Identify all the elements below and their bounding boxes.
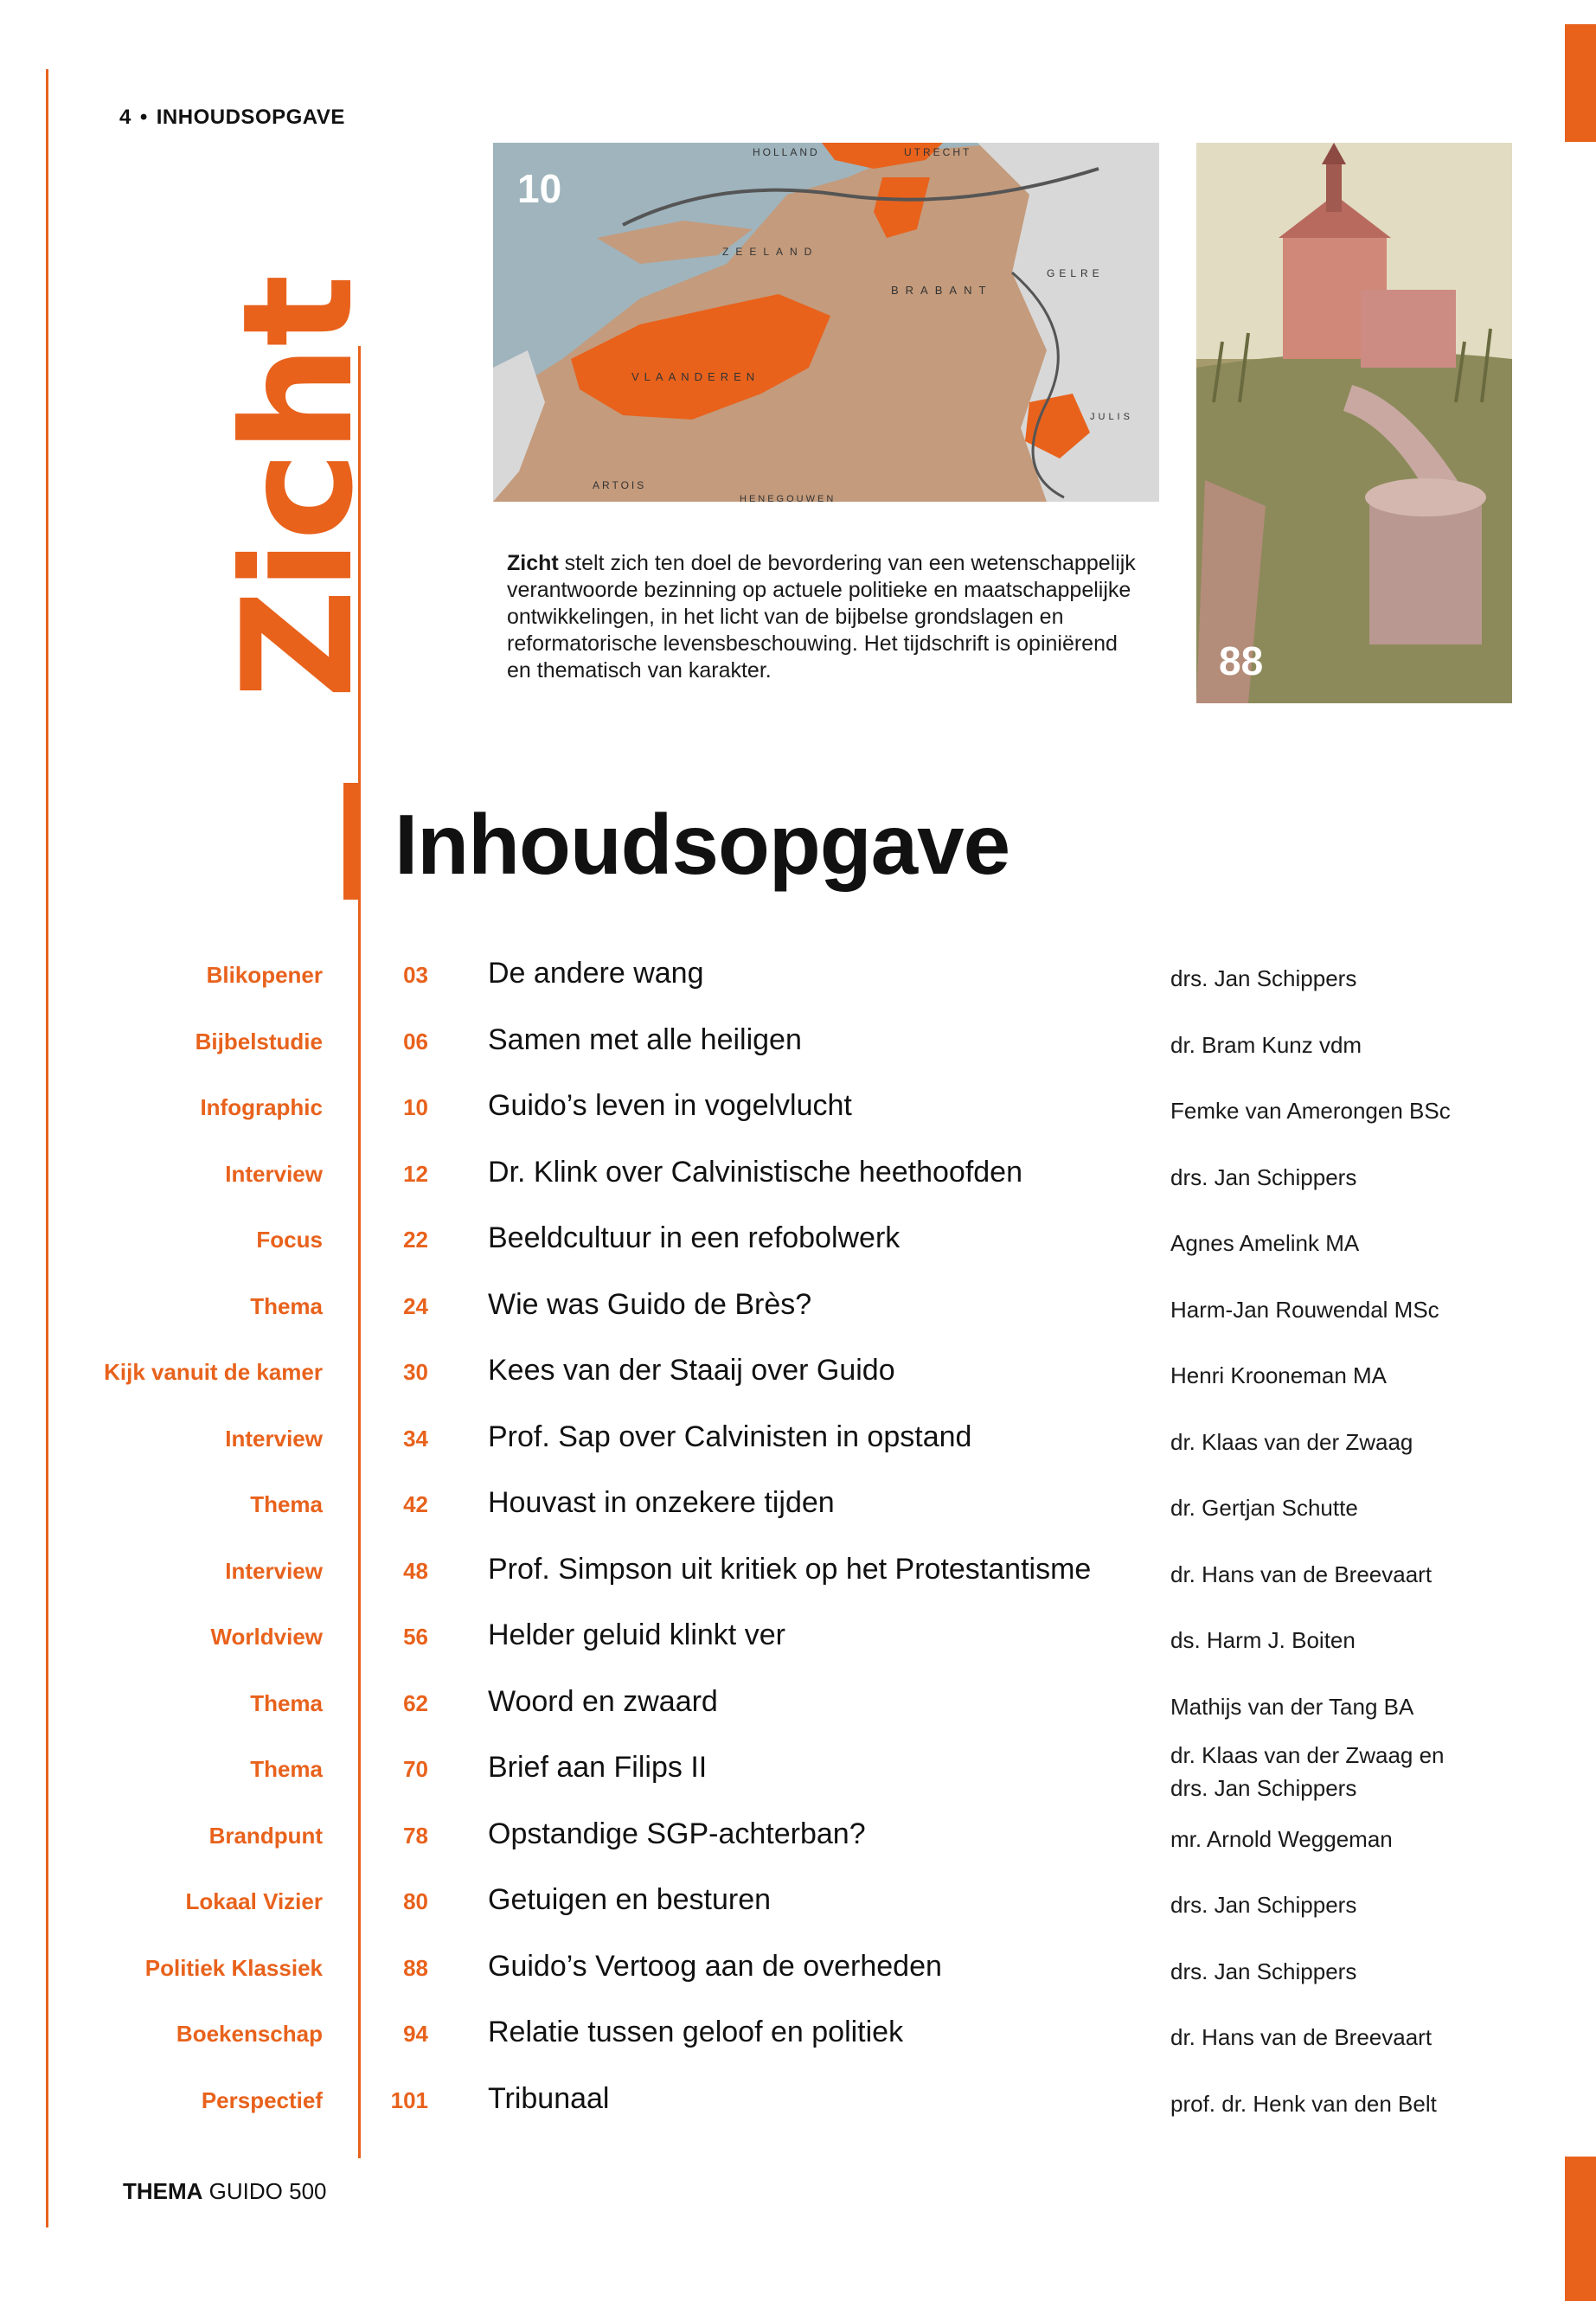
toc-article-title: Samen met alle heiligen [488, 1022, 802, 1056]
running-header [119, 106, 345, 130]
toc-row[interactable] [0, 2003, 1596, 2069]
intro-text: stelt zich ten doel de bevordering van een wetenschappelijk verantwoorde bezinning op actuele politieke en maatschappelijke ontwikkelingen, in het licht van de bijbelse grondslagen en reformatorische levensbeschouwing. Het tijdschrift is opiniërend en thematisch van karakter. [507, 551, 1136, 683]
toc-article-title: Kees van der Staaij over Guido [488, 1354, 895, 1387]
toc-page-number: 06 [403, 1028, 428, 1054]
toc-category: Thema [250, 1292, 323, 1319]
map-label-brabant: BRABANT [891, 284, 993, 297]
title-accent-bar [343, 783, 359, 900]
toc-page-number: 10 [403, 1094, 428, 1120]
toc-category: Boekenschap [176, 2021, 323, 2047]
toc-page-number: 03 [403, 962, 428, 988]
toc-row[interactable] [0, 1077, 1596, 1143]
toc-row[interactable] [0, 1342, 1596, 1407]
toc-article-title: Prof. Simpson uit kritiek op het Protestantisme [488, 1552, 1092, 1586]
toc-category: Thema [250, 1491, 323, 1517]
toc-author: prof. dr. Henk van den Belt [1170, 2090, 1437, 2117]
toc-row[interactable] [0, 1938, 1596, 2003]
toc-category: Thema [250, 1689, 323, 1716]
toc-row[interactable] [0, 1606, 1596, 1672]
map-image [493, 143, 1159, 502]
toc-author: ds. Harm J. Boiten [1170, 1627, 1356, 1653]
toc-article-title: Helder geluid klinkt ver [488, 1618, 785, 1651]
map-label-utrecht: UTRECHT [904, 146, 972, 158]
toc-page-number: 78 [403, 1822, 428, 1849]
toc-page-number: 70 [403, 1756, 428, 1782]
castle-illustration [1196, 143, 1512, 703]
toc-category: Lokaal Vizier [185, 1888, 323, 1914]
toc-author: mr. Arnold Weggeman [1170, 1825, 1393, 1852]
toc-row[interactable] [0, 1474, 1596, 1540]
toc-row[interactable] [0, 1011, 1596, 1077]
map-label-henegouwen: HENEGOUWEN [740, 494, 836, 502]
page-title: Inhoudsopgave [394, 797, 1010, 892]
toc-author: Mathijs van der Tang BA [1170, 1693, 1414, 1720]
edge-tab-top [1565, 24, 1596, 142]
toc-author: dr. Hans van de Breevaart [1170, 2024, 1433, 2050]
map-label-zeeland: ZEELAND [722, 246, 819, 258]
toc-author: drs. Jan Schippers [1170, 1163, 1357, 1190]
toc-row[interactable] [0, 1408, 1596, 1474]
toc-article-title: Wie was Guido de Brès? [488, 1287, 812, 1321]
toc-row[interactable] [0, 1541, 1596, 1606]
toc-row[interactable] [0, 1805, 1596, 1871]
toc-row[interactable] [0, 1276, 1596, 1342]
toc-article-title: Guido’s Vertoog aan de overheden [488, 1949, 942, 1983]
toc-page-number: 42 [403, 1491, 428, 1517]
toc-page-number: 22 [403, 1227, 428, 1253]
footer-bold: THEMA [123, 2178, 203, 2204]
map-label-artois: ARTOIS [593, 479, 647, 491]
header-bullet: • [139, 106, 148, 129]
toc-category: Kijk vanuit de kamer [104, 1359, 323, 1385]
map-label-gelre: GELRE [1047, 267, 1104, 279]
toc-row[interactable] [0, 1209, 1596, 1275]
toc-page-number: 30 [403, 1359, 428, 1385]
toc-article-title: Prof. Sap over Calvinisten in opstand [488, 1420, 972, 1453]
toc-article-title: Woord en zwaard [488, 1684, 718, 1718]
toc-row[interactable] [0, 1739, 1596, 1804]
toc-article-title: Houvast in onzekere tijden [488, 1486, 835, 1519]
intro-lead: Zicht [507, 551, 559, 575]
toc-article-title: Getuigen en besturen [488, 1883, 772, 1916]
toc-author: drs. Jan Schippers [1170, 1892, 1357, 1918]
toc-category: Interview [225, 1425, 323, 1452]
map-label-holland: HOLLAND [753, 146, 820, 158]
toc-row[interactable] [0, 945, 1596, 1010]
toc-author: Harm-Jan Rouwendal MSc [1170, 1296, 1439, 1323]
toc-author: dr. Bram Kunz vdm [1170, 1031, 1362, 1058]
toc-author: Henri Krooneman MA [1170, 1362, 1387, 1388]
toc-author: drs. Jan Schippers [1170, 965, 1357, 991]
toc-page-number: 24 [403, 1292, 428, 1319]
edge-tab-bottom [1565, 2157, 1596, 2301]
toc-page-number: 94 [403, 2021, 428, 2047]
toc-row[interactable] [0, 1871, 1596, 1937]
vertical-title: Zicht [211, 276, 387, 699]
map-label-julis: JULIS [1090, 412, 1133, 422]
photo-page-number: 88 [1219, 638, 1264, 683]
toc-article-title: Relatie tussen geloof en politiek [488, 2016, 904, 2048]
toc-page-number: 34 [403, 1425, 428, 1452]
page-number: 4 [119, 106, 131, 129]
toc-category: Infographic [200, 1094, 323, 1120]
toc-author: Agnes Amelink MA [1170, 1230, 1360, 1256]
map-label-vlaanderen: VLAANDEREN [631, 370, 760, 383]
toc-page-number: 12 [403, 1160, 428, 1187]
toc-category: Thema [250, 1756, 323, 1782]
map-page-number: 10 [517, 166, 562, 211]
toc-article-title: Tribunaal [488, 2081, 610, 2115]
map-illustration [493, 143, 1159, 502]
toc-category: Bijbelstudie [195, 1028, 323, 1054]
toc-page-number: 80 [403, 1888, 428, 1914]
toc-category: Blikopener [206, 962, 323, 988]
toc-category: Worldview [210, 1624, 323, 1650]
footer [123, 2178, 327, 2205]
intro-paragraph [507, 550, 1147, 684]
toc-page-number: 48 [403, 1557, 428, 1584]
toc-category: Interview [225, 1557, 323, 1584]
castle-drawing [1196, 143, 1512, 703]
toc-row[interactable] [0, 1673, 1596, 1739]
toc-article-title: Opstandige SGP-achterban? [488, 1817, 866, 1850]
toc-category: Brandpunt [208, 1822, 323, 1849]
toc-article-title: Brief aan Filips II [488, 1751, 708, 1784]
toc-article-title: Guido’s leven in vogelvlucht [488, 1089, 852, 1122]
toc-author: drs. Jan Schippers [1170, 1958, 1357, 1984]
toc-page-number: 56 [403, 1624, 428, 1650]
toc-category: Politiek Klassiek [144, 1954, 323, 1981]
toc-article-title: Beeldcultuur in een refobolwerk [488, 1221, 901, 1254]
toc-article-title: De andere wang [488, 957, 704, 990]
toc-author: dr. Hans van de Breevaart [1170, 1561, 1433, 1587]
toc-page-number: 62 [403, 1689, 428, 1716]
toc-category: Focus [256, 1227, 323, 1253]
toc-author: dr. Gertjan Schutte [1170, 1495, 1358, 1521]
toc-page-number: 88 [403, 1954, 428, 1981]
toc-article-title: Dr. Klink over Calvinistische heethoofden [488, 1155, 1022, 1189]
toc-author: dr. Klaas van der Zwaag [1170, 1428, 1413, 1455]
toc-author: Femke van Amerongen BSc [1170, 1098, 1451, 1124]
toc-page-number: 101 [390, 2086, 428, 2113]
toc-category: Perspectief [201, 2086, 323, 2113]
footer-rest: GUIDO 500 [202, 2178, 327, 2204]
toc-category: Interview [225, 1160, 323, 1187]
toc-row[interactable] [0, 2070, 1596, 2136]
toc-row[interactable] [0, 1144, 1596, 1209]
toc-author: dr. Klaas van der Zwaag en drs. Jan Schippers [1170, 1742, 1445, 1801]
section-label: INHOUDSOPGAVE [156, 106, 345, 129]
